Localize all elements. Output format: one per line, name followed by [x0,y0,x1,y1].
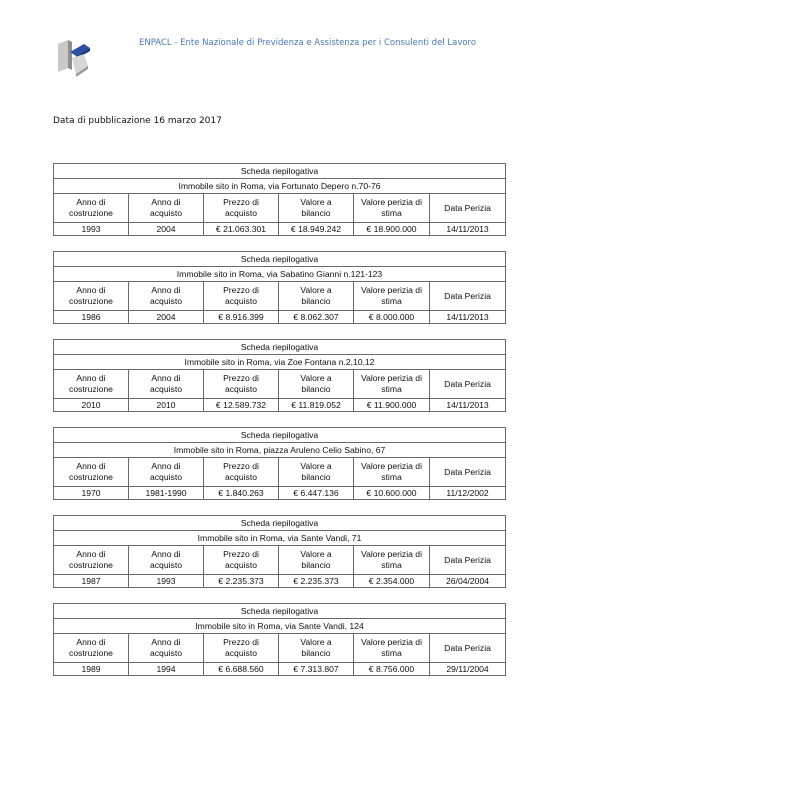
col-header-line: acquisto [149,560,182,570]
col-header-line: Valore a [300,285,332,295]
col-header-line: Anno di [151,285,181,295]
col-header-line: Anno di [76,373,106,383]
cell-prezzo-acquisto: € 6.688.560 [204,663,279,676]
cell-valore-perizia: € 8.756.000 [354,663,430,676]
col-header-anno-costruzione [54,546,129,575]
publication-date: Data di pubblicazione 16 marzo 2017 [53,116,222,126]
col-header-line: bilancio [301,296,331,306]
col-header-anno-costruzione [54,634,129,663]
cell-data-perizia: 14/11/2013 [430,311,506,324]
cell-valore-bilancio: € 7.313.807 [279,663,354,676]
cell-anno-acquisto: 1993 [129,575,204,588]
cell-prezzo-acquisto: € 21.063.301 [204,223,279,236]
col-header-line: bilancio [301,208,331,218]
col-header-line: Anno di [76,285,106,295]
cell-data-perizia: 14/11/2013 [430,399,506,412]
property-summary-table [53,251,506,324]
col-header-prezzo-acquisto [204,194,279,223]
col-header-anno-acquisto [129,546,204,575]
col-header-anno-acquisto [129,458,204,487]
col-header-line: stima [381,384,402,394]
col-header-line: bilancio [301,472,331,482]
col-header-prezzo-acquisto [204,634,279,663]
col-header-line: Anno di [151,197,181,207]
col-header-data-perizia [430,194,506,223]
col-header-line: costruzione [69,296,113,306]
property-summary-table [53,339,506,412]
summary-title: Scheda riepilogativa [54,516,506,531]
col-header-line: Valore perizia di [361,197,422,207]
col-header-line: Prezzo di [223,373,259,383]
property-address: Immobile sito in Roma, piazza Aruleno Celio Sabino, 67 [54,443,506,458]
property-address: Immobile sito in Roma, via Fortunato Depero n.70-76 [54,179,506,194]
cell-anno-acquisto: 2010 [129,399,204,412]
col-header-valore-bilancio [279,194,354,223]
cell-prezzo-acquisto: € 8.916.399 [204,311,279,324]
col-header-anno-costruzione [54,458,129,487]
cell-valore-perizia: € 18.900.000 [354,223,430,236]
property-summary-table [53,427,506,500]
col-header-valore-bilancio [279,282,354,311]
col-header-line: Valore perizia di [361,637,422,647]
col-header-line: acquisto [224,296,257,306]
property-summary-table [53,603,506,676]
col-header-line: costruzione [69,384,113,394]
col-header-valore-perizia [354,194,430,223]
col-header-valore-perizia [354,282,430,311]
cell-anno-costruzione: 1993 [54,223,129,236]
col-header-valore-perizia [354,370,430,399]
col-header-line: Prezzo di [223,197,259,207]
col-header-line: stima [381,208,402,218]
col-header-line: costruzione [69,208,113,218]
col-header-line: acquisto [149,208,182,218]
cell-prezzo-acquisto: € 2.235.373 [204,575,279,588]
cell-valore-perizia: € 11.900.000 [354,399,430,412]
cell-valore-bilancio: € 2.235.373 [279,575,354,588]
col-header-line: Valore a [300,373,332,383]
col-header-anno-acquisto [129,194,204,223]
cell-data-perizia: 14/11/2013 [430,223,506,236]
col-header-line: Prezzo di [223,549,259,559]
col-header-line: Data Perizia [444,466,491,477]
col-header-valore-bilancio [279,458,354,487]
col-header-valore-perizia [354,458,430,487]
col-header-prezzo-acquisto [204,282,279,311]
cell-data-perizia: 26/04/2004 [430,575,506,588]
col-header-data-perizia [430,634,506,663]
col-header-line: Anno di [76,549,106,559]
col-header-data-perizia [430,370,506,399]
col-header-anno-acquisto [129,370,204,399]
col-header-line: acquisto [224,472,257,482]
summary-title: Scheda riepilogativa [54,428,506,443]
col-header-line: Valore a [300,637,332,647]
col-header-line: bilancio [301,560,331,570]
col-header-line: stima [381,472,402,482]
col-header-line: Anno di [76,197,106,207]
col-header-valore-perizia [354,634,430,663]
col-header-valore-bilancio [279,634,354,663]
col-header-line: Data Perizia [444,554,491,565]
cell-valore-perizia: € 8.000.000 [354,311,430,324]
summary-title: Scheda riepilogativa [54,252,506,267]
cell-data-perizia: 11/12/2002 [430,487,506,500]
property-summary-table [53,163,506,236]
col-header-line: Data Perizia [444,202,491,213]
cell-prezzo-acquisto: € 12.589.732 [204,399,279,412]
col-header-line: stima [381,560,402,570]
property-address: Immobile sito in Roma, via Sabatino Gianni n.121-123 [54,267,506,282]
property-address: Immobile sito in Roma, via Sante Vandi, 124 [54,619,506,634]
col-header-line: Anno di [151,549,181,559]
cell-valore-bilancio: € 18.949.242 [279,223,354,236]
col-header-line: Anno di [151,373,181,383]
col-header-line: Valore perizia di [361,549,422,559]
col-header-valore-bilancio [279,370,354,399]
col-header-line: stima [381,296,402,306]
col-header-data-perizia [430,458,506,487]
property-address: Immobile sito in Roma, via Zoe Fontana n.2,10,12 [54,355,506,370]
summary-title: Scheda riepilogativa [54,164,506,179]
col-header-line: Valore a [300,549,332,559]
col-header-line: costruzione [69,472,113,482]
col-header-prezzo-acquisto [204,458,279,487]
cell-valore-perizia: € 10.600.000 [354,487,430,500]
cell-data-perizia: 29/11/2004 [430,663,506,676]
cell-anno-acquisto: 1994 [129,663,204,676]
col-header-line: Data Perizia [444,378,491,389]
col-header-line: stima [381,648,402,658]
col-header-valore-bilancio [279,546,354,575]
cell-anno-costruzione: 1989 [54,663,129,676]
cell-valore-bilancio: € 8.062.307 [279,311,354,324]
col-header-line: Valore perizia di [361,373,422,383]
col-header-line: costruzione [69,648,113,658]
summary-title: Scheda riepilogativa [54,340,506,355]
col-header-valore-perizia [354,546,430,575]
cell-anno-acquisto: 2004 [129,223,204,236]
col-header-line: Valore a [300,197,332,207]
col-header-line: Anno di [76,461,106,471]
cell-valore-bilancio: € 11.819.052 [279,399,354,412]
cell-anno-costruzione: 2010 [54,399,129,412]
cell-anno-acquisto: 1981-1990 [129,487,204,500]
col-header-line: Valore perizia di [361,461,422,471]
col-header-line: Data Perizia [444,642,491,653]
col-header-line: acquisto [224,560,257,570]
col-header-line: Anno di [151,461,181,471]
enpacl-logo-icon [54,38,94,78]
col-header-line: costruzione [69,560,113,570]
col-header-line: acquisto [149,384,182,394]
col-header-data-perizia [430,546,506,575]
col-header-line: Prezzo di [223,285,259,295]
cell-anno-costruzione: 1970 [54,487,129,500]
col-header-anno-costruzione [54,194,129,223]
summary-title: Scheda riepilogativa [54,604,506,619]
cell-valore-perizia: € 2.354.000 [354,575,430,588]
cell-anno-acquisto: 2004 [129,311,204,324]
col-header-line: acquisto [149,648,182,658]
col-header-anno-costruzione [54,370,129,399]
col-header-line: acquisto [149,472,182,482]
col-header-data-perizia [430,282,506,311]
col-header-prezzo-acquisto [204,546,279,575]
cell-prezzo-acquisto: € 1.840.263 [204,487,279,500]
col-header-line: Prezzo di [223,637,259,647]
cell-anno-costruzione: 1987 [54,575,129,588]
cell-valore-bilancio: € 6.447.136 [279,487,354,500]
col-header-line: Valore perizia di [361,285,422,295]
col-header-anno-acquisto [129,634,204,663]
col-header-line: acquisto [224,384,257,394]
col-header-anno-acquisto [129,282,204,311]
col-header-anno-costruzione [54,282,129,311]
property-summary-list [53,163,505,691]
col-header-line: bilancio [301,648,331,658]
property-address: Immobile sito in Roma, via Sante Vandi, 71 [54,531,506,546]
col-header-line: Data Perizia [444,290,491,301]
col-header-line: Anno di [76,637,106,647]
col-header-line: acquisto [224,208,257,218]
col-header-line: Anno di [151,637,181,647]
col-header-line: acquisto [224,648,257,658]
col-header-line: Valore a [300,461,332,471]
col-header-line: acquisto [149,296,182,306]
organization-header: ENPACL - Ente Nazionale di Previdenza e Assistenza per i Consulenti del Lavoro [139,38,477,48]
property-summary-table [53,515,506,588]
col-header-prezzo-acquisto [204,370,279,399]
col-header-line: bilancio [301,384,331,394]
col-header-line: Prezzo di [223,461,259,471]
cell-anno-costruzione: 1986 [54,311,129,324]
